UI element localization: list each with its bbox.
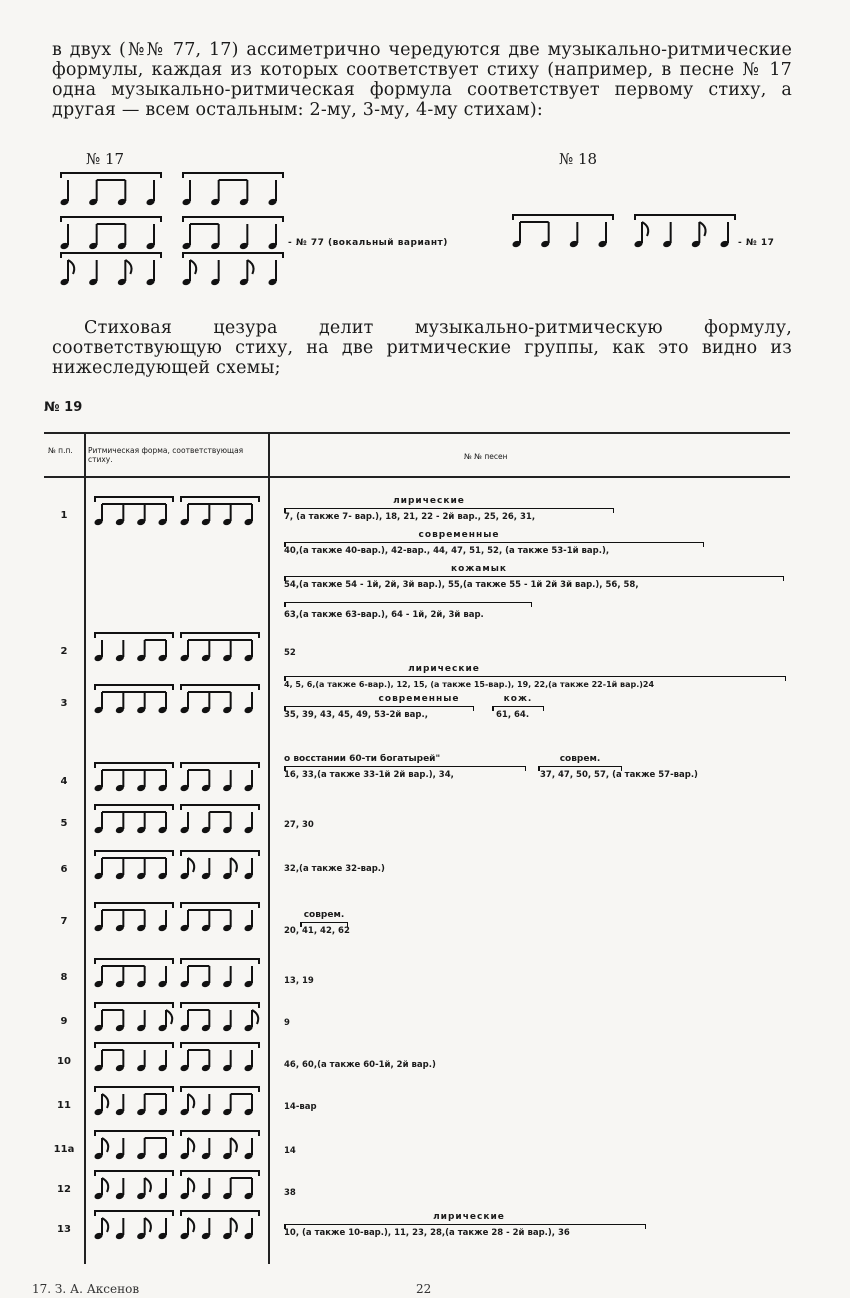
group-label: о восстании 60-ти богатырей" <box>284 754 441 764</box>
group-bracket <box>284 508 614 509</box>
group-bracket <box>284 766 526 767</box>
song-list: 63,(а также 63-вар.), 64 - 1й, 2й, 3й вар. <box>284 610 484 620</box>
rhythm-ex17-3a <box>60 252 162 288</box>
group-label: лирические <box>393 496 465 506</box>
row-num: 7 <box>60 916 68 927</box>
song-list: 52 <box>284 648 296 658</box>
rhythm-row4-b <box>180 762 260 794</box>
group-bracket <box>284 576 784 577</box>
rhythm-row9-a <box>94 1002 174 1034</box>
group-bracket <box>284 1224 646 1225</box>
rhythm-row7-a <box>94 902 174 934</box>
song-list: 40,(а также 40-вар.), 42-вар., 44, 47, 51, 52, (а также 53-1й вар.), <box>284 546 610 556</box>
rhythm-row10-a <box>94 1042 174 1074</box>
group-bracket <box>284 602 532 603</box>
row-num: 6 <box>60 864 68 875</box>
row-num: 2 <box>60 646 68 657</box>
group-bracket <box>284 676 786 677</box>
rhythm-row13-a <box>94 1210 174 1242</box>
example-18-note: - № 17 <box>738 238 775 248</box>
rhythm-row3-b <box>180 684 260 716</box>
song-list: 9 <box>284 1018 290 1028</box>
song-list: 37, 47, 50, 57, (а также 57-вар.) <box>540 770 698 780</box>
row-num: 1 <box>60 510 68 521</box>
rhythm-row12-b <box>180 1170 260 1202</box>
col-header-rhythm: Ритмическая форма, соответствующая стиху. <box>88 446 244 464</box>
rhythm-row3-a <box>94 684 174 716</box>
song-list: 7, (а также 7- вар.), 18, 21, 22 - 2й вар., 25, 26, 31, <box>284 512 536 522</box>
rhythm-ex17-2b <box>182 216 284 252</box>
rhythm-row5-b <box>180 804 260 836</box>
page-number: 22 <box>416 1282 432 1296</box>
group-bracket <box>492 706 544 707</box>
col-header-num: № п.п. <box>48 446 73 455</box>
song-list: 27, 30 <box>284 820 314 830</box>
row-num: 12 <box>57 1184 71 1195</box>
row-num: 3 <box>60 698 68 709</box>
group-label: лирические <box>433 1212 505 1222</box>
rhythm-row11a-b <box>180 1130 260 1162</box>
row-num: 10 <box>57 1056 71 1067</box>
rhythm-row4-a <box>94 762 174 794</box>
song-list: 14-вар <box>284 1102 317 1112</box>
group-bracket <box>300 922 348 923</box>
rhythm-row8-b <box>180 958 260 990</box>
group-label: кож. <box>503 694 533 704</box>
rhythm-row2-b <box>180 632 260 664</box>
song-list: 20, 41, 42, 62 <box>284 926 350 936</box>
rhythm-row8-a <box>94 958 174 990</box>
group-bracket <box>284 706 474 707</box>
row-num: 8 <box>60 972 68 983</box>
rhythm-row6-b <box>180 850 260 882</box>
group-label: лирические <box>408 664 480 674</box>
rhythm-row13-b <box>180 1210 260 1242</box>
rhythm-row2-a <box>94 632 174 664</box>
row-num: 13 <box>57 1224 71 1235</box>
example-17-label: № 17 <box>86 150 125 168</box>
rhythm-row1-b <box>180 496 260 528</box>
song-list: 14 <box>284 1146 296 1156</box>
rhythm-row11a-a <box>94 1130 174 1162</box>
rhythm-row9-b <box>180 1002 260 1034</box>
song-list: 35, 39, 43, 45, 49, 53-2й вар., <box>284 710 428 720</box>
group-label: соврем. <box>303 910 345 920</box>
group-label: современные <box>378 694 460 704</box>
rhythm-ex17-1b <box>182 172 284 208</box>
rhythm-row11-a <box>94 1086 174 1118</box>
rhythm-row10-b <box>180 1042 260 1074</box>
song-list: 16, 33,(а также 33-1й 2й вар.), 34, <box>284 770 454 780</box>
group-label: современные <box>418 530 500 540</box>
example-17-note: - № 77 (вокальный вариант) <box>288 238 448 248</box>
rhythm-row5-a <box>94 804 174 836</box>
rhythm-table <box>44 432 790 1264</box>
col-header-songs: № № песен <box>464 452 508 461</box>
song-list: 54,(а также 54 - 1й, 2й, 3й вар.), 55,(а также 55 - 1й 2й 3й вар.), 56, 58, <box>284 580 639 590</box>
song-list: 10, (а также 10-вар.), 11, 23, 28,(а также 28 - 2й вар.), 36 <box>284 1228 570 1238</box>
row-num: 11а <box>53 1144 75 1155</box>
song-list: 4, 5, 6,(а также 6-вар.), 12, 15, (а также 15-вар.), 19, 22,(а также 22-1й вар.)24 <box>284 680 655 689</box>
rhythm-row7-b <box>180 902 260 934</box>
row-num: 11 <box>57 1100 71 1111</box>
table-label: № 19 <box>44 400 83 415</box>
row-num: 4 <box>60 776 68 787</box>
example-18-label: № 18 <box>559 150 598 168</box>
rhythm-row1-a <box>94 496 174 528</box>
row-num: 9 <box>60 1016 68 1027</box>
rhythm-ex18-b <box>634 214 736 250</box>
group-label: соврем. <box>559 754 601 764</box>
song-list: 32,(а также 32-вар.) <box>284 864 385 874</box>
rhythm-row11-b <box>180 1086 260 1118</box>
footer-signature: 17. З. А. Аксенов <box>32 1282 140 1296</box>
rhythm-row12-a <box>94 1170 174 1202</box>
caesura-paragraph: Стиховая цезура делит музыкально-ритмическую формулу, соответствующую стиху, на две ритмические группы, как это видно из нижеследующей схемы; <box>52 318 792 378</box>
group-label: кожамык <box>451 564 507 574</box>
song-list: 46, 60,(а также 60-1й, 2й вар.) <box>284 1060 436 1070</box>
intro-paragraph: в двух (№№ 77, 17) ассиметрично чередуются две музыкально-ритмические формулы, каждая из которых соответствует стиху (например, в песне № 17 одна музыкально-ритмическая формула соответствует первому стиху, а другая — всем остальным: 2-му, 3-му, 4-му стихам): <box>52 40 792 120</box>
rhythm-ex17-2a <box>60 216 162 252</box>
rhythm-row6-a <box>94 850 174 882</box>
rhythm-ex17-3b <box>182 252 284 288</box>
row-num: 5 <box>60 818 68 829</box>
song-list: 61, 64. <box>496 710 530 720</box>
rhythm-ex18-a <box>512 214 614 250</box>
song-list: 38 <box>284 1188 296 1198</box>
song-list: 13, 19 <box>284 976 314 986</box>
group-bracket <box>284 542 704 543</box>
group-bracket <box>538 766 622 767</box>
rhythm-ex17-1a <box>60 172 162 208</box>
